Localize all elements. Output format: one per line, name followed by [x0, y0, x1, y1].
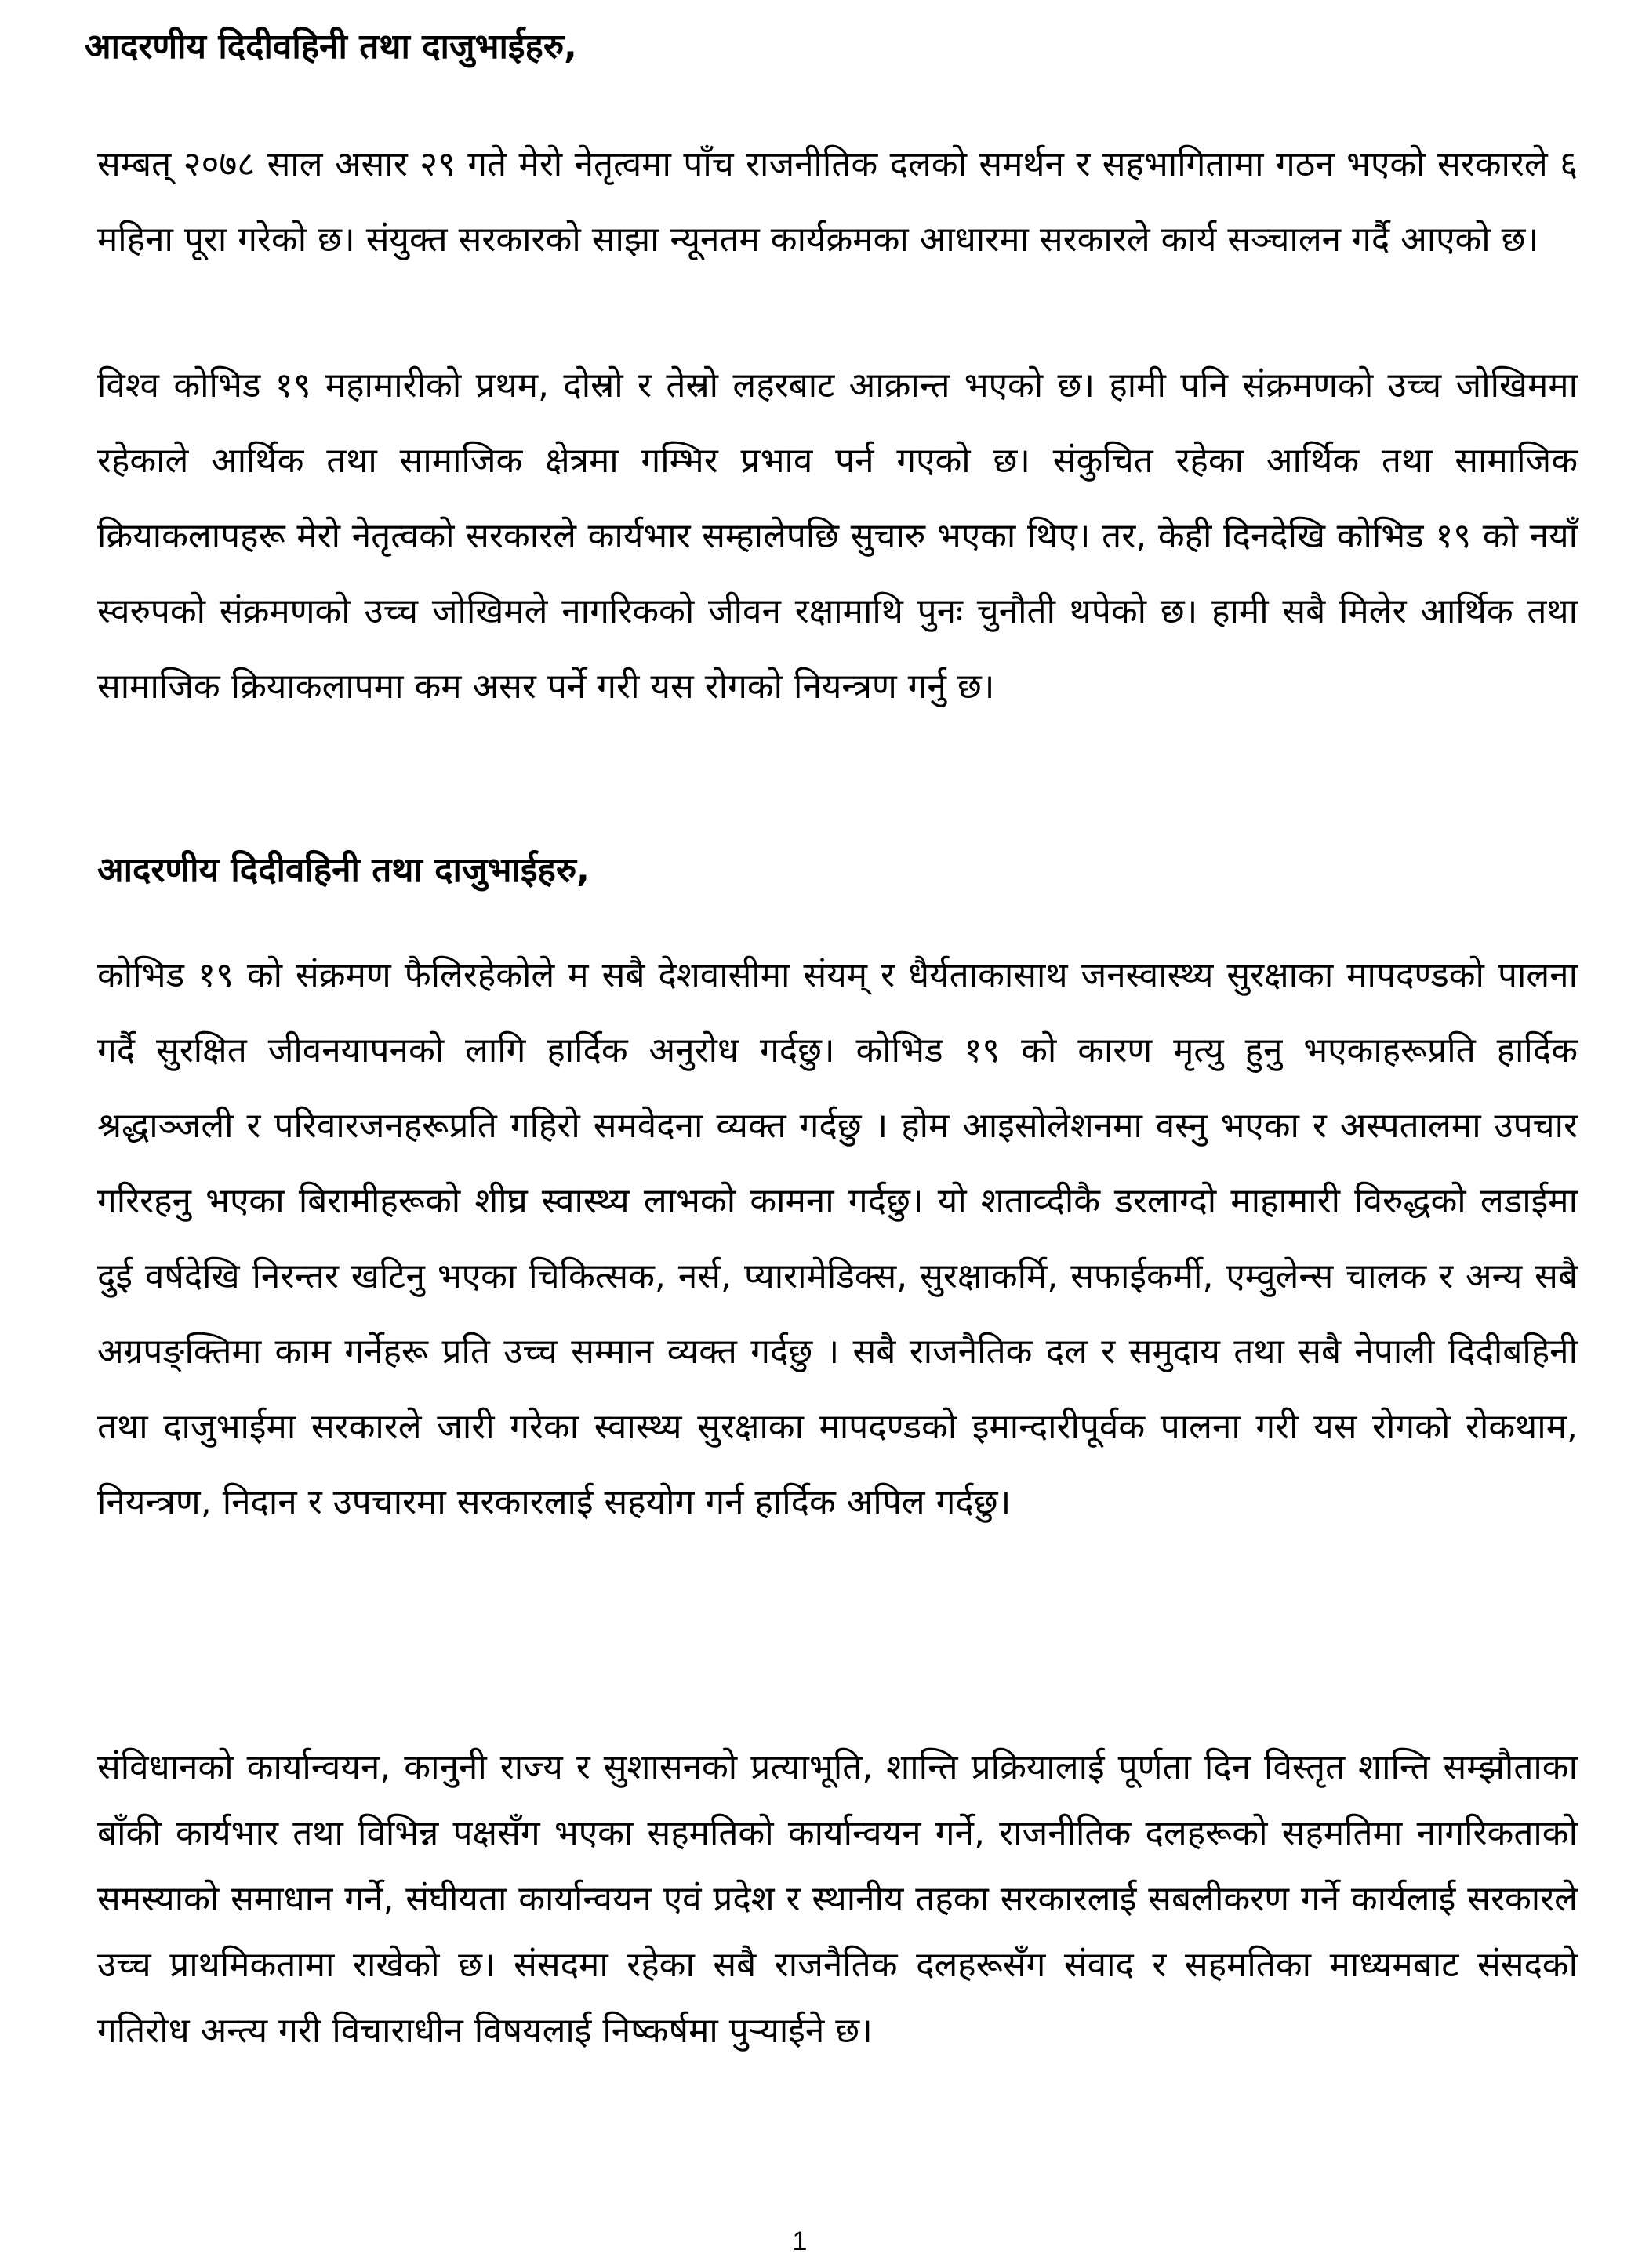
- paragraph-government-priorities: संविधानको कार्यान्वयन, कानुनी राज्य र सुशासनको प्रत्याभूति, शान्ति प्रक्रियालाई पूर्णता दिन विस्तृत शान्ति सम्झौताका बाँकी कार्यभार तथा विभिन्न पक्षसँग भएका सहमतिको कार्यान्वयन गर्ने, राजनीतिक दलहरूको सहमतिमा नागरिकताको समस्याको समाधान गर्ने, संघीयता कार्यान्वयन एवं प्रदेश र स्थानीय तहका सरकारलाई सबलीकरण गर्ने कार्यलाई सरकारले उच्च प्राथमिकतामा राखेको छ। संसदमा रहेका सबै राजनैतिक दलहरूसँग संवाद र सहमतिका माध्यमबाट संसदको गतिरोध अन्त्य गरी विचाराधीन विषयलाई निष्कर्षमा पुर्‍याईने छ।: [97, 1747, 1578, 2051]
- page-number: 1: [792, 2226, 808, 2256]
- salutation-heading: आदरणीय दिदीवहिनी तथा दाजुभाईहरु,: [97, 850, 590, 890]
- salutation-heading: आदरणीय दिदीवहिनी तथा दाजुभाईहरु,: [85, 27, 577, 67]
- paragraph-covid-impact: विश्व कोभिड १९ महामारीको प्रथम, दोस्रो र तेस्रो लहरबाट आक्रान्त भएको छ। हामी पनि संक्रमणको उच्च जोखिममा रहेकाले आर्थिक तथा सामाजिक क्षेत्रमा गम्भिर प्रभाव पर्न गएको छ। संकुचित रहेका आर्थिक तथा सामाजिक क्रियाकलापहरू मेरो नेतृत्वको सरकारले कार्यभार सम्हालेपछि सुचारु भएका थिए। तर, केही दिनदेखि कोभिड १९ को नयाँ स्वरुपको संक्रमणको उच्च जोखिमले नागरिकको जीवन रक्षामाथि पुनः चुनौती थपेको छ। हामी सबै मिलेर आर्थिक तथा सामाजिक क्रियाकलापमा कम असर पर्ने गरी यस रोगको नियन्त्रण गर्नु छ।: [97, 365, 1578, 707]
- paragraph-government-formation: सम्बत् २०७८ साल असार २९ गते मेरो नेतृत्वमा पाँच राजनीतिक दलको समर्थन र सहभागितामा गठन भएको सरकारले ६ महिना पूरा गरेको छ। संयुक्त सरकारको साझा न्यूनतम कार्यक्रमका आधारमा सरकारले कार्य सञ्चालन गर्दै आएको छ।: [97, 144, 1578, 260]
- paragraph-covid-appeal: कोभिड १९ को संक्रमण फैलिरहेकोले म सबै देशवासीमा संयम् र धैर्यताकासाथ जनस्वास्थ्य सुरक्षाका मापदण्डको पालना गर्दै सुरक्षित जीवनयापनको लागि हार्दिक अनुरोध गर्दछु। कोभिड १९ को कारण मृत्यु हुनु भएकाहरूप्रति हार्दिक श्रद्धाञ्जली र परिवारजनहरूप्रति गहिरो समवेदना व्यक्त गर्दछु । होम आइसोलेशनमा वस्नु भएका र अस्पतालमा उपचार गरिरहनु भएका बिरामीहरूको शीघ्र स्वास्थ्य लाभको कामना गर्दछु। यो शताव्दीकै डरलाग्दो माहामारी विरुद्धको लडाईमा दुई वर्षदेखि निरन्तर खटिनु भएका चिकित्सक, नर्स, प्यारामेडिक्स, सुरक्षाकर्मि, सफाईकर्मी, एम्वुलेन्स चालक र अन्य सबै अग्रपङ्क्तिमा काम गर्नेहरू प्रति उच्च सम्मान व्यक्त गर्दछु । सबै राजनैतिक दल र समुदाय तथा सबै नेपाली दिदीबहिनी तथा दाजुभाईमा सरकारले जारी गरेका स्वास्थ्य सुरक्षाका मापदण्डको इमान्दारीपूर्वक पालना गरी यस रोगको रोकथाम, नियन्त्रण, निदान र उपचारमा सरकारलाई सहयोग गर्न हार्दिक अपिल गर्दछु।: [97, 955, 1578, 1522]
